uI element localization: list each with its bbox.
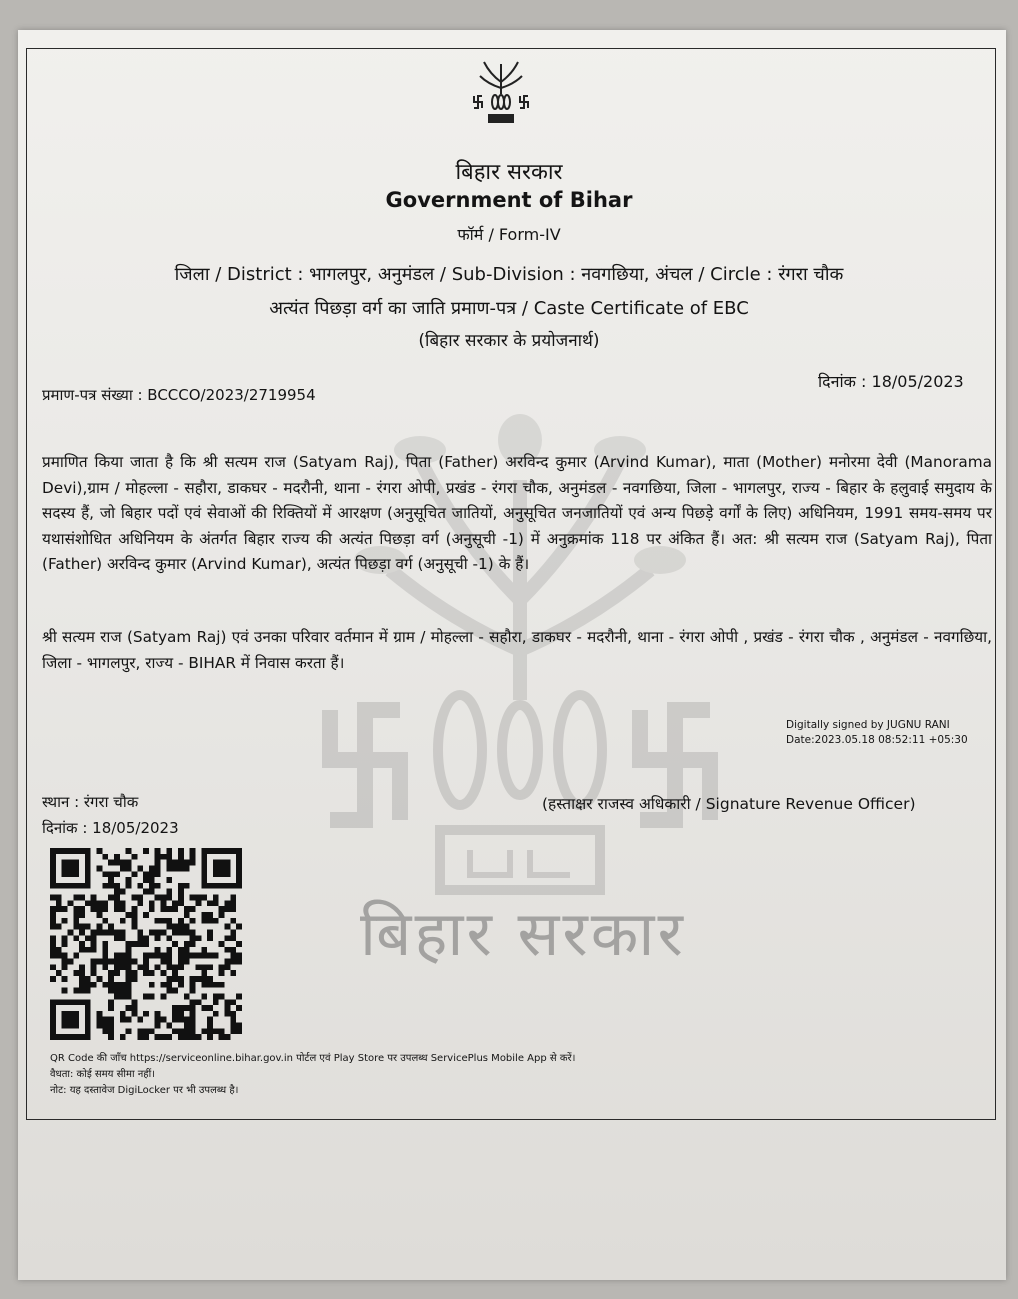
certificate-paragraph-1: प्रमाणित किया जाता है कि श्री सत्यम राज (Satyam Raj), पिता (Father) अरविन्द कुमार (Arvind Kumar), माता (Mother) मनोरमा देवी (Manorama Devi),ग्राम / मोहल्ला - सहौरा, डाकघर - मदरौनी, थाना - रंगरा ओपी, प्रखंड - रंगरा चौक, अनुमंडल - नवगछिया, जिला - भागलपुर, राज्य - बिहार के हलुवाई समुदाय के सदस्य हैं, जो बिहार पदों एवं सेवाओं की रिक्तियों में आरक्षण (अनुसूचित जातियों, अनुसूचित जनजातियों एवं अन्य पिछड़े वर्गों के लिए) अधिनियम, 1991 समय-समय पर यथासंशोधित अधिनियम के अंतर्गत बिहार राज्य की अत्यंत पिछड़ा वर्ग (अनुसूची -1) में अनुक्रमांक 118 पर अंकित हैं। अत: श्री सत्यम राज (Satyam Raj), पिता (Father) अरविन्द कुमार (Arvind Kumar), अत्यंत पिछड़ा वर्ग (अनुसूची -1) के हैं। bbox=[42, 453, 992, 573]
certificate-number: प्रमाण-पत्र संख्या : BCCCO/2023/2719954 bbox=[42, 386, 316, 404]
bihar-emblem-icon bbox=[460, 54, 542, 128]
digilocker-note: नोट: यह दस्तावेज DigiLocker पर भी उपलब्ध है। bbox=[50, 1085, 239, 1096]
title-english: Government of Bihar bbox=[385, 188, 633, 212]
qr-verification-note: QR Code की जाँच https://serviceonline.bihar.gov.in पोर्टल एवं Play Store पर उपलब्ध ServicePlus Mobile App से करें। bbox=[50, 1053, 576, 1064]
issue-date-bottom: दिनांक : 18/05/2023 bbox=[42, 819, 179, 837]
place: स्थान : रंगरा चौक bbox=[42, 793, 139, 811]
certificate-type: अत्यंत पिछड़ा वर्ग का जाति प्रमाण-पत्र / Caste Certificate of EBC bbox=[269, 298, 749, 319]
digital-signature bbox=[786, 718, 968, 748]
validity-note: वैधता: कोई समय सीमा नहीं। bbox=[50, 1069, 155, 1080]
title-hindi: बिहार सरकार bbox=[455, 160, 563, 185]
digital-signature-date: Date:2023.05.18 08:52:11 +05:30 bbox=[786, 734, 968, 746]
form-number: फॉर्म / Form-IV bbox=[457, 225, 561, 244]
district-line: जिला / District : भागलपुर, अनुमंडल / Sub-Division : नवगछिया, अंचल / Circle : रंगरा चौक bbox=[174, 264, 844, 285]
certificate-purpose: (बिहार सरकार के प्रयोजनार्थ) bbox=[418, 331, 600, 351]
watermark-text: बिहार सरकार bbox=[360, 897, 686, 970]
qr-code-icon[interactable] bbox=[50, 848, 242, 1040]
signature-label: (हस्ताक्षर राजस्व अधिकारी / Signature Revenue Officer) bbox=[542, 795, 916, 813]
certificate-paragraph-2: श्री सत्यम राज (Satyam Raj) एवं उनका परिवार वर्तमान में ग्राम / मोहल्ला - सहौरा, डाकघर - मदरौनी, थाना - रंगरा ओपी , प्रखंड - रंगरा चौक , अनुमंडल - नवगछिया, जिला - भागलपुर, राज्य - BIHAR में निवास करता हैं। bbox=[42, 628, 992, 672]
issue-date-top: दिनांक : 18/05/2023 bbox=[818, 372, 964, 391]
digital-signature-signer: Digitally signed by JUGNU RANI bbox=[786, 719, 950, 731]
